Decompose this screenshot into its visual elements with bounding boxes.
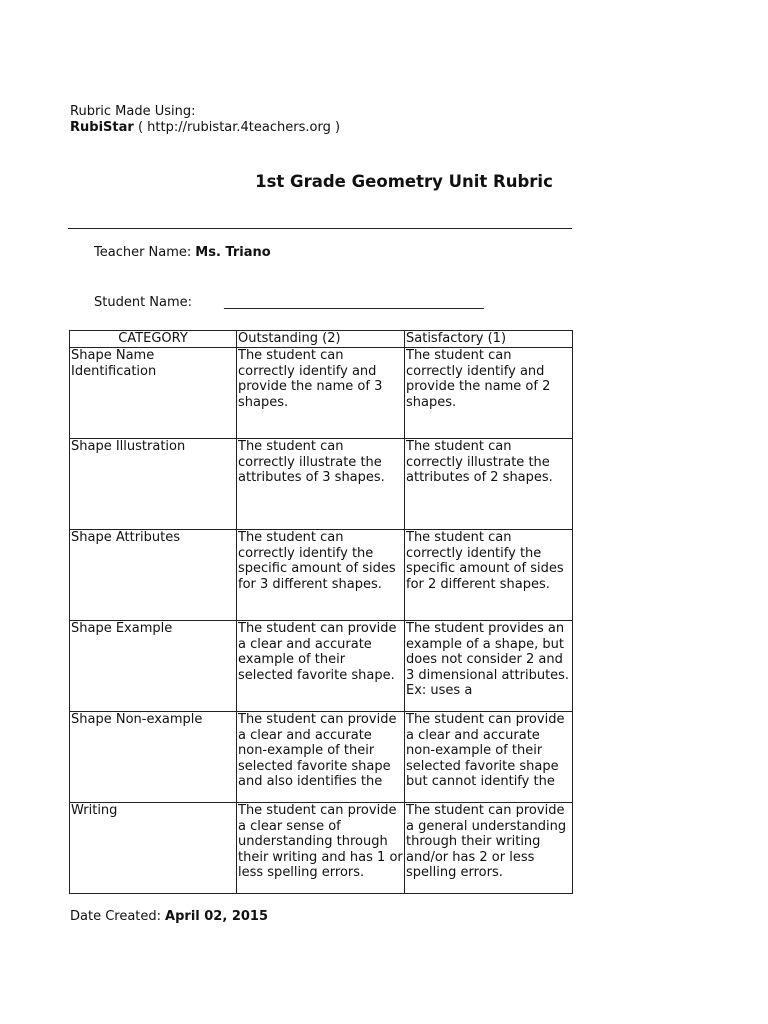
satisfactory-cell: [405, 621, 573, 712]
outstanding-cell: [237, 530, 405, 621]
teacher-label: Teacher Name:: [94, 245, 192, 260]
outstanding-text: The student can provide a clear and accurate example of their selected favorite shape.: [238, 621, 397, 683]
satisfactory-text: The student can correctly identify and provide the name of 2 shapes.: [406, 348, 551, 410]
student-name-blank: ________________________________________: [224, 295, 484, 310]
outstanding-text: The student can correctly identify the specific amount of sides for 3 different shapes.: [238, 530, 396, 592]
satisfactory-text: The student can provide a clear and accurate non-example of their selected favorite shape but cannot identify the: [406, 712, 565, 790]
category-cell: [70, 348, 237, 439]
date-label: Date Created:: [70, 909, 162, 924]
page-title: 1st Grade Geometry Unit Rubric: [255, 172, 553, 191]
table-row: [70, 348, 573, 439]
table-row: [70, 530, 573, 621]
made-using-label: Rubric Made Using:: [70, 104, 196, 119]
category-cell: [70, 712, 237, 803]
satisfactory-text: The student can correctly identify the specific amount of sides for 2 different shapes.: [406, 530, 564, 592]
satisfactory-text: The student can provide a general understanding through their writing and/or has 2 or less spelling errors.: [406, 803, 567, 881]
outstanding-text: The student can correctly illustrate the attributes of 3 shapes.: [238, 439, 385, 486]
rubric-credit: [70, 104, 340, 135]
category-text: Shape Illustration: [71, 439, 186, 454]
outstanding-cell: [237, 712, 405, 803]
outstanding-cell: [237, 439, 405, 530]
category-cell: [70, 803, 237, 894]
teacher-name: Ms. Triano: [195, 245, 271, 260]
category-cell: [70, 530, 237, 621]
table-row: [70, 439, 573, 530]
header-outstanding: Outstanding (2): [237, 331, 405, 348]
outstanding-text: The student can correctly identify and provide the name of 3 shapes.: [238, 348, 383, 410]
table-row: [70, 803, 573, 894]
satisfactory-cell: [405, 530, 573, 621]
rubric-table: [69, 330, 573, 894]
table-row: [70, 621, 573, 712]
header-satisfactory: Satisfactory (1): [405, 331, 573, 348]
category-cell: [70, 621, 237, 712]
satisfactory-cell: [405, 439, 573, 530]
category-text: Shape Name Identification: [71, 348, 157, 379]
outstanding-text: The student can provide a clear and accurate non-example of their selected favorite shape and also identifies the: [238, 712, 397, 790]
student-label: Student Name:: [94, 295, 193, 310]
outstanding-cell: [237, 348, 405, 439]
category-text: Shape Attributes: [71, 530, 181, 545]
student-line: [94, 295, 484, 311]
satisfactory-cell: [405, 348, 573, 439]
satisfactory-cell: [405, 803, 573, 894]
category-text: Shape Non-example: [71, 712, 203, 727]
title-divider: [68, 228, 572, 229]
table-row: [70, 712, 573, 803]
brand-line: [70, 120, 340, 136]
category-cell: [70, 439, 237, 530]
table-header-row: [70, 331, 573, 348]
category-text: Writing: [71, 803, 118, 818]
header-category: CATEGORY: [70, 331, 237, 348]
brand-url: ( http://rubistar.4teachers.org ): [137, 119, 341, 135]
date-value: April 02, 2015: [165, 909, 268, 924]
outstanding-cell: [237, 803, 405, 894]
satisfactory-cell: [405, 712, 573, 803]
date-created-line: [70, 909, 268, 925]
outstanding-cell: [237, 621, 405, 712]
teacher-line: [94, 245, 271, 261]
satisfactory-text: The student can correctly illustrate the attributes of 2 shapes.: [406, 439, 553, 486]
outstanding-text: The student can provide a clear sense of understanding through their writing and has 1 or less spelling errors.: [238, 803, 403, 881]
brand-name: RubiStar: [70, 119, 134, 135]
satisfactory-text: The student provides an example of a shape, but does not consider 2 and 3 dimensional attributes. Ex: uses a: [406, 621, 570, 699]
category-text: Shape Example: [71, 621, 173, 636]
